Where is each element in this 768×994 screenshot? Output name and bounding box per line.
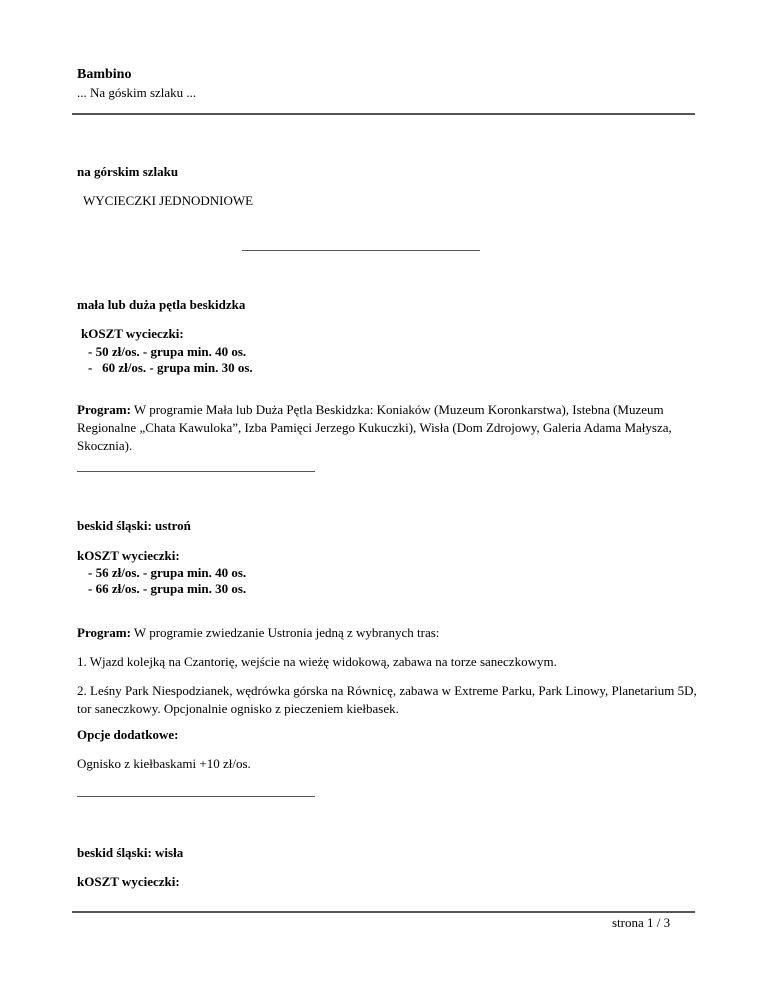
section-title: beskid śląski: ustroń bbox=[77, 518, 191, 533]
cost-label: kOSZT wycieczki: bbox=[77, 874, 180, 889]
program-label: Program: bbox=[77, 402, 131, 417]
cost-item: - 50 zł/os. - grupa min. 40 os. bbox=[88, 344, 247, 359]
header-divider bbox=[72, 113, 695, 115]
options-text: Ognisko z kiełbaskami +10 zł/os. bbox=[77, 756, 251, 771]
cost-item: - 66 zł/os. - grupa min. 30 os. bbox=[88, 581, 247, 596]
page-number: strona 1 / 3 bbox=[612, 915, 671, 930]
cost-item: - 56 zł/os. - grupa min. 40 os. bbox=[88, 565, 247, 580]
cost-item: - 60 zł/os. - grupa min. 30 os. bbox=[88, 360, 253, 375]
route-item: 1. Wjazd kolejką na Czantorię, wejście na wieżę widokową, zabawa na torze saneczkowym. bbox=[77, 654, 557, 669]
category-divider bbox=[242, 250, 480, 251]
section-divider bbox=[77, 796, 315, 797]
section-divider bbox=[77, 471, 315, 472]
footer-divider bbox=[72, 911, 695, 913]
document-title: Bambino bbox=[77, 67, 132, 82]
category-label: WYCIECZKI JEDNODNIOWE bbox=[83, 193, 254, 208]
program-label: Program: bbox=[77, 625, 131, 640]
program-text: W programie Mała lub Duża Pętla Beskidzka: Koniaków (Muzeum Koronkarstwa), Istebna (Muzeum Regionalne „Chata Kawuloka”, Izba Pamięci Jerzego Kukuczki), Wisła (Dom Zdrojowy, Galeria Adama Małysza, Skocznia). bbox=[77, 402, 672, 453]
cost-label: kOSZT wycieczki: bbox=[81, 326, 184, 341]
program-text: W programie zwiedzanie Ustronia jedną z wybranych tras: bbox=[133, 625, 440, 640]
cost-label: kOSZT wycieczki: bbox=[77, 548, 180, 563]
route-item: 2. Leśny Park Niespodzianek, wędrówka górska na Równicę, zabawa w Extreme Parku, Park Linowy, Planetarium 5D, tor saneczkowy. Opcjonalnie ognisko z pieczeniem kiełbasek. bbox=[77, 683, 697, 716]
section-title: mała lub duża pętla beskidzka bbox=[77, 297, 246, 312]
options-label: Opcje dodatkowe: bbox=[77, 727, 179, 742]
document-subtitle: ... Na góskim szlaku ... bbox=[77, 85, 197, 100]
program-paragraph bbox=[77, 401, 697, 455]
program-paragraph bbox=[77, 624, 697, 642]
section-title: beskid śląski: wisła bbox=[77, 845, 184, 860]
page-heading: na górskim szlaku bbox=[77, 164, 179, 179]
